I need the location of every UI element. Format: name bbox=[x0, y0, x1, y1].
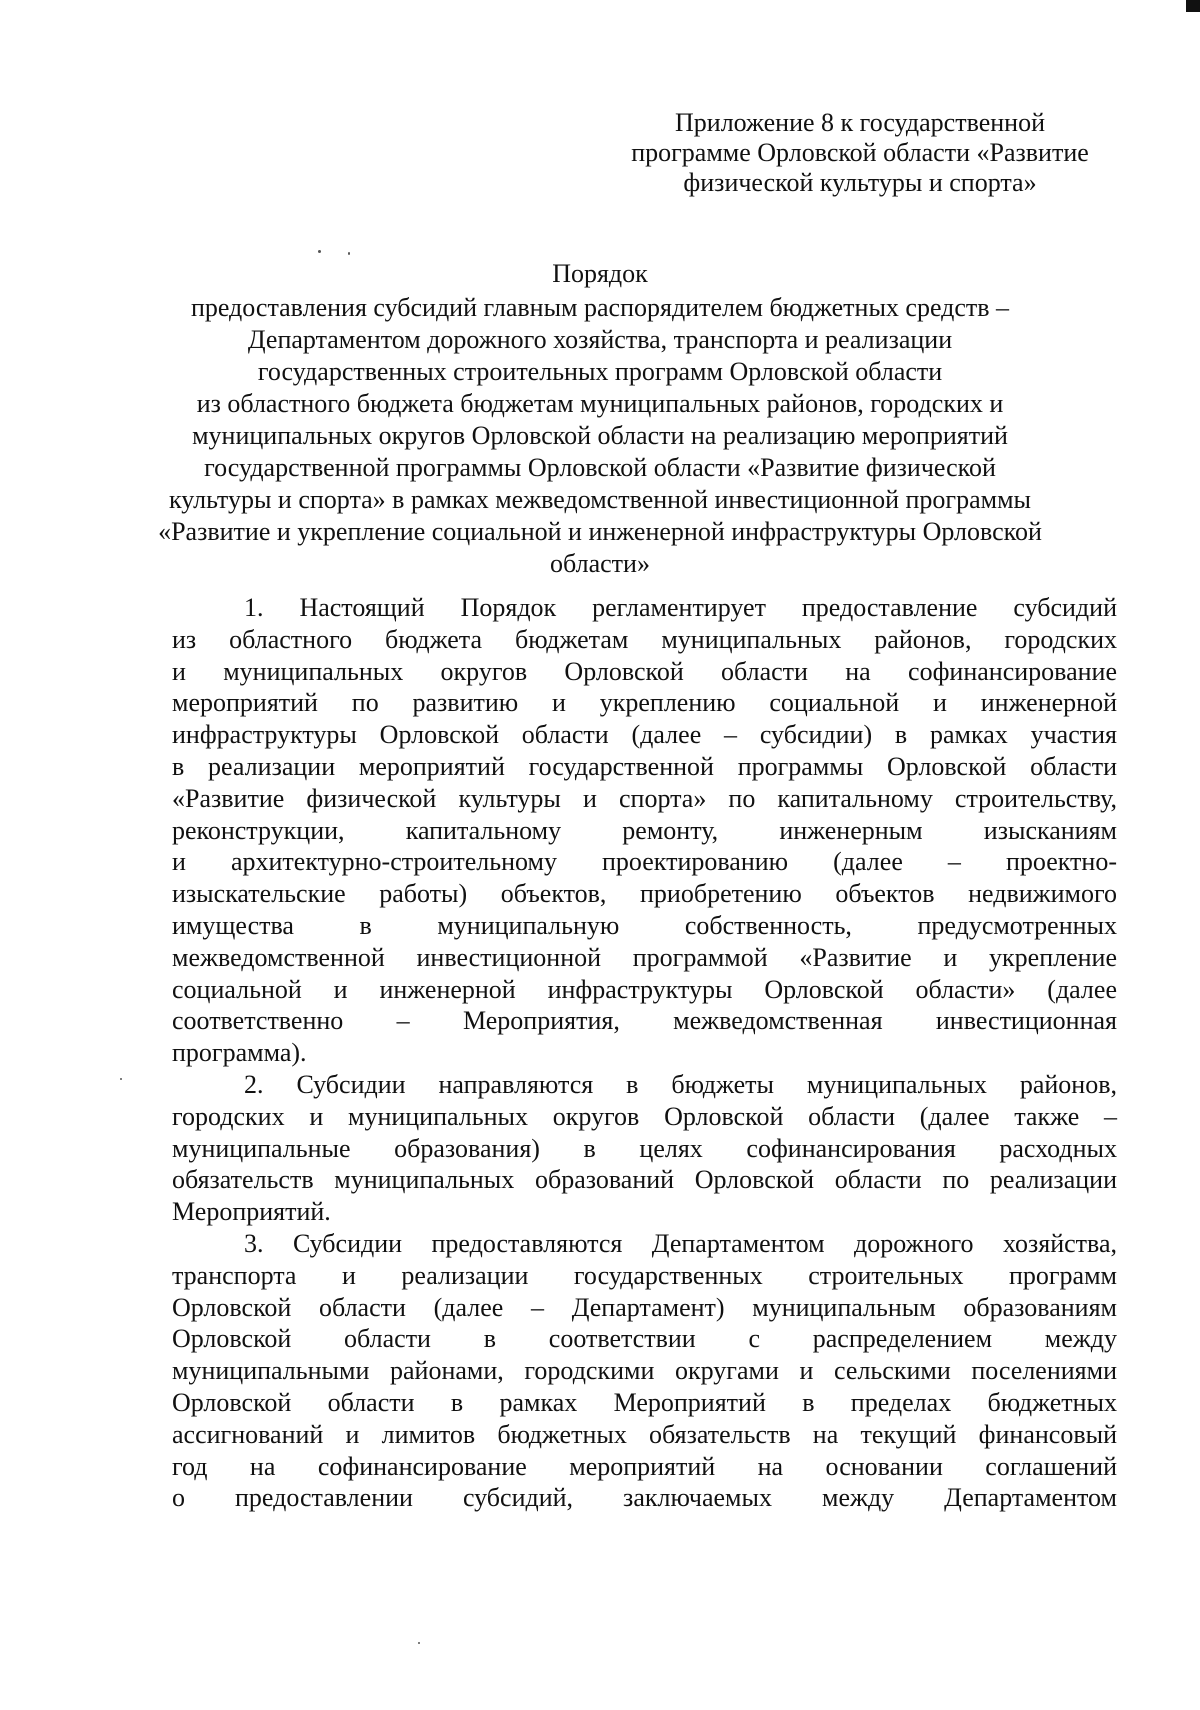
paragraph-line: Орловской области в соответствии с распределением между bbox=[172, 1324, 1117, 1354]
paragraph-line: городских и муниципальных округов Орловской области (далее также – bbox=[172, 1101, 1117, 1131]
appendix-line: Приложение 8 к государственной bbox=[675, 108, 1045, 137]
scan-edge-mark bbox=[1186, 0, 1200, 12]
paragraph-line: 1. Настоящий Порядок регламентирует предоставление субсидий bbox=[244, 593, 1117, 622]
scan-speck bbox=[348, 252, 350, 255]
subtitle-line: области» bbox=[550, 549, 650, 578]
paragraph-line: социальной и инженерной инфраструктуры Орловской области» (далее bbox=[172, 974, 1117, 1004]
subtitle-line: из областного бюджета бюджетам муниципальных районов, городских и bbox=[196, 389, 1004, 418]
appendix-line: физической культуры и спорта» bbox=[683, 168, 1037, 197]
subtitle-line: государственных строительных программ Орловской области bbox=[257, 357, 943, 386]
subtitle-line: муниципальных округов Орловской области на реализацию мероприятий bbox=[192, 421, 1008, 450]
subtitle-line: культуры и спорта» в рамках межведомственной инвестиционной программы bbox=[168, 485, 1032, 514]
paragraph-line: обязательств муниципальных образований Орловской области по реализации bbox=[172, 1165, 1117, 1195]
paragraph-line: Орловской области (далее – Департамент) муниципальным образованиям bbox=[172, 1292, 1117, 1322]
subtitle-line: Департаментом дорожного хозяйства, транспорта и реализации bbox=[247, 325, 953, 354]
paragraph-line: имущества в муниципальную собственность, предусмотренных bbox=[172, 910, 1117, 940]
paragraph-line: муниципальные образования) в целях софинансирования расходных bbox=[172, 1133, 1117, 1163]
paragraph-line: межведомственной инвестиционной программой «Развитие и укрепление bbox=[172, 942, 1117, 972]
subtitle-line: предоставления субсидий главным распорядителем бюджетных средств – bbox=[190, 293, 1010, 322]
paragraph-line: 3. Субсидии предоставляются Департаментом дорожного хозяйства, bbox=[244, 1228, 1117, 1258]
paragraph-line: «Развитие физической культуры и спорта» по капитальному строительству, bbox=[172, 783, 1117, 813]
paragraph-line: из областного бюджета бюджетам муниципальных районов, городских bbox=[172, 624, 1117, 654]
paragraph-line: Мероприятий. bbox=[172, 1197, 331, 1227]
paragraph-2 bbox=[172, 1069, 1117, 1228]
paragraph-line: и архитектурно-строительному проектированию (далее – проектно- bbox=[172, 847, 1117, 877]
paragraph-line: год на софинансирование мероприятий на основании соглашений bbox=[172, 1451, 1117, 1481]
document-body bbox=[172, 592, 1117, 1514]
subtitle-line: государственной программы Орловской области «Развитие физической bbox=[204, 453, 996, 482]
document-title: Порядок bbox=[552, 259, 648, 288]
scan-speck bbox=[418, 1642, 420, 1644]
paragraph-line: ассигнований и лимитов бюджетных обязательств на текущий финансовый bbox=[172, 1419, 1117, 1449]
appendix-header bbox=[600, 108, 1120, 198]
appendix-line: программе Орловской области «Развитие bbox=[631, 138, 1089, 167]
paragraph-line: и муниципальных округов Орловской области на софинансирование bbox=[172, 656, 1117, 686]
document-subtitle bbox=[120, 292, 1080, 580]
paragraph-line: инфраструктуры Орловской области (далее – субсидии) в рамках участия bbox=[172, 720, 1117, 750]
paragraph-line: соответственно – Мероприятия, межведомственная инвестиционная bbox=[172, 1006, 1117, 1036]
paragraph-line: транспорта и реализации государственных строительных программ bbox=[172, 1260, 1117, 1290]
paragraph-line: мероприятий по развитию и укреплению социальной и инженерной bbox=[172, 688, 1117, 718]
subtitle-line: «Развитие и укрепление социальной и инженерной инфраструктуры Орловской bbox=[158, 517, 1042, 546]
paragraph-line: реконструкции, капитальному ремонту, инженерным изысканиям bbox=[172, 815, 1117, 845]
paragraph-line: о предоставлении субсидий, заключаемых между Департаментом bbox=[172, 1483, 1117, 1513]
scan-speck bbox=[318, 250, 321, 253]
paragraph-line: в реализации мероприятий государственной программы Орловской области bbox=[172, 751, 1117, 781]
paragraph-1 bbox=[172, 592, 1117, 1069]
paragraph-line: изыскательские работы) объектов, приобретению объектов недвижимого bbox=[172, 879, 1117, 909]
scan-speck bbox=[120, 1078, 122, 1080]
paragraph-line: Орловской области в рамках Мероприятий в пределах бюджетных bbox=[172, 1387, 1117, 1417]
paragraph-3 bbox=[172, 1228, 1117, 1514]
paragraph-line: муниципальными районами, городскими округами и сельскими поселениями bbox=[172, 1356, 1117, 1386]
paragraph-line: программа). bbox=[172, 1038, 307, 1068]
paragraph-line: 2. Субсидии направляются в бюджеты муниципальных районов, bbox=[244, 1069, 1117, 1099]
